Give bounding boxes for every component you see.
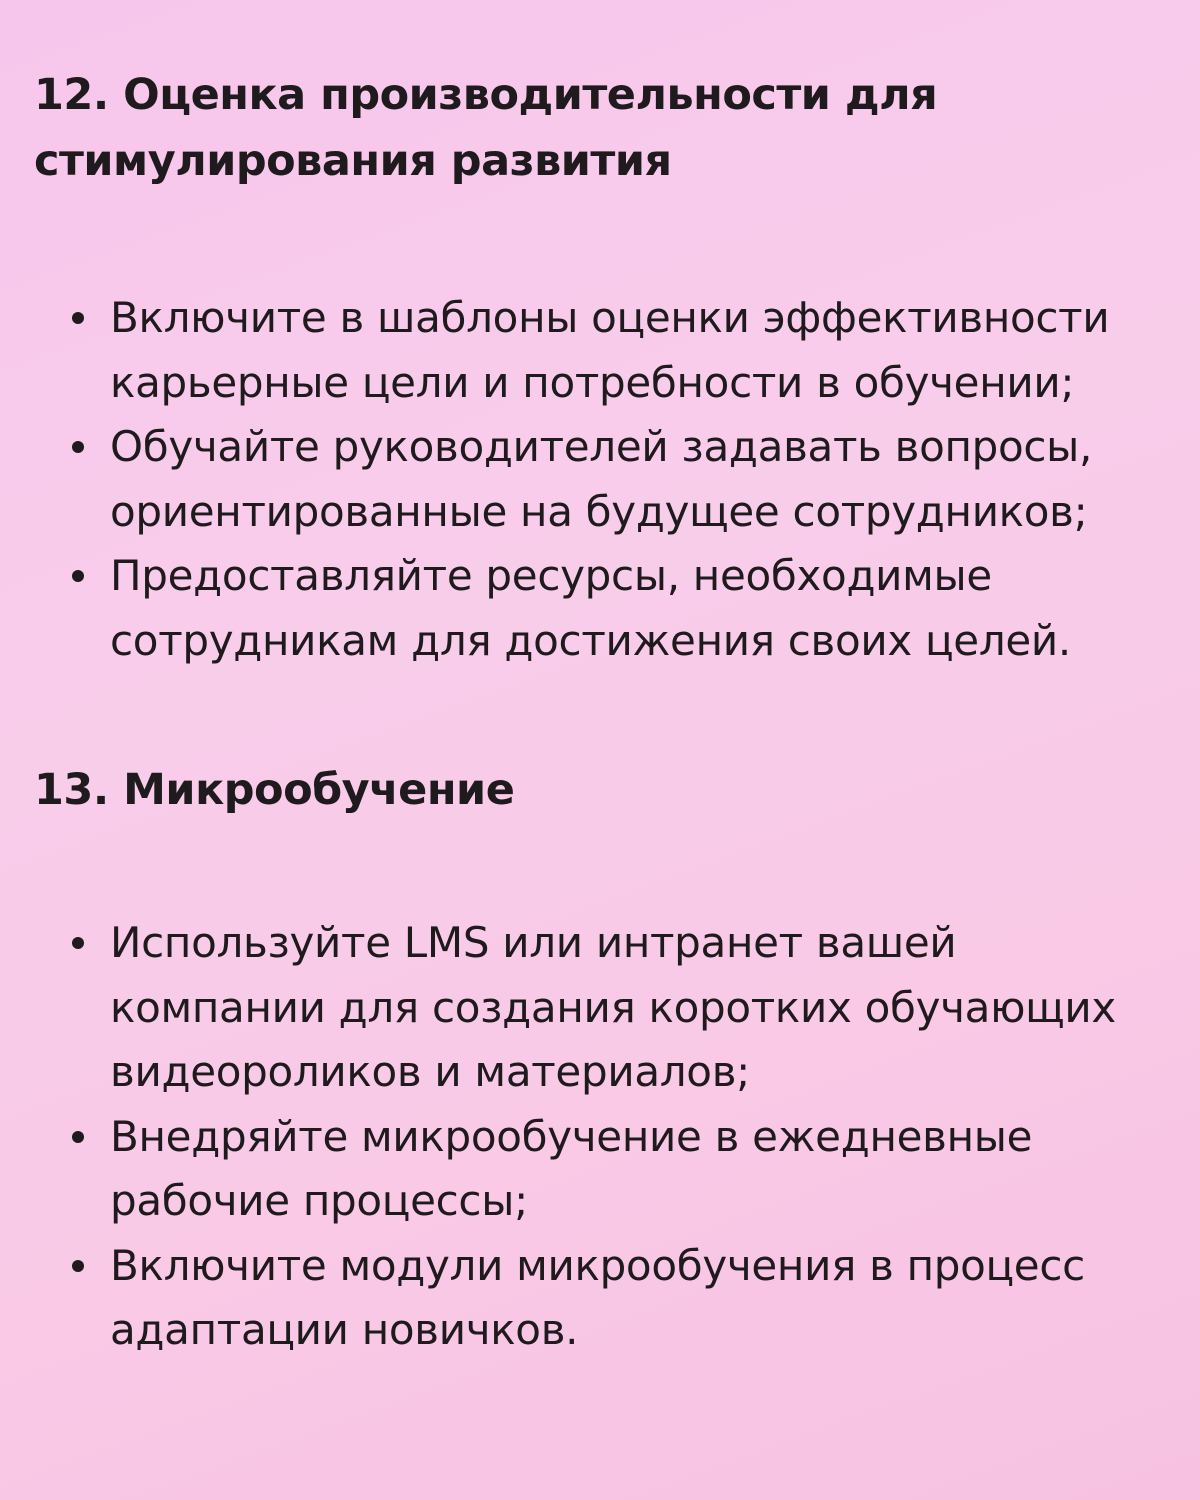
bullet-list: [34, 286, 1180, 673]
bullet-item: Используйте LMS или интранет вашей компании для создания коротких обучающих видеороликов и материалов;: [110, 911, 1180, 1105]
bullet-list: [34, 911, 1180, 1363]
bullet-item: Обучайте руководителей задавать вопросы, ориентированные на будущее сотрудников;: [110, 415, 1180, 544]
bullet-item: Предоставляйте ресурсы, необходимые сотрудникам для достижения своих целей.: [110, 544, 1180, 673]
section-title: 12. Оценка производительности для стимулирования развития: [34, 70, 938, 186]
section-performance-review: [34, 62, 1160, 673]
bullet-item: Включите модули микрообучения в процесс адаптации новичков.: [110, 1234, 1180, 1363]
section-microlearning: [34, 757, 1160, 1363]
bullet-item: Включите в шаблоны оценки эффективности карьерные цели и потребности в обучении;: [110, 286, 1180, 415]
bullet-item: Внедряйте микрообучение в ежедневные рабочие процессы;: [110, 1105, 1180, 1234]
section-title: 13. Микрообучение: [34, 765, 515, 815]
